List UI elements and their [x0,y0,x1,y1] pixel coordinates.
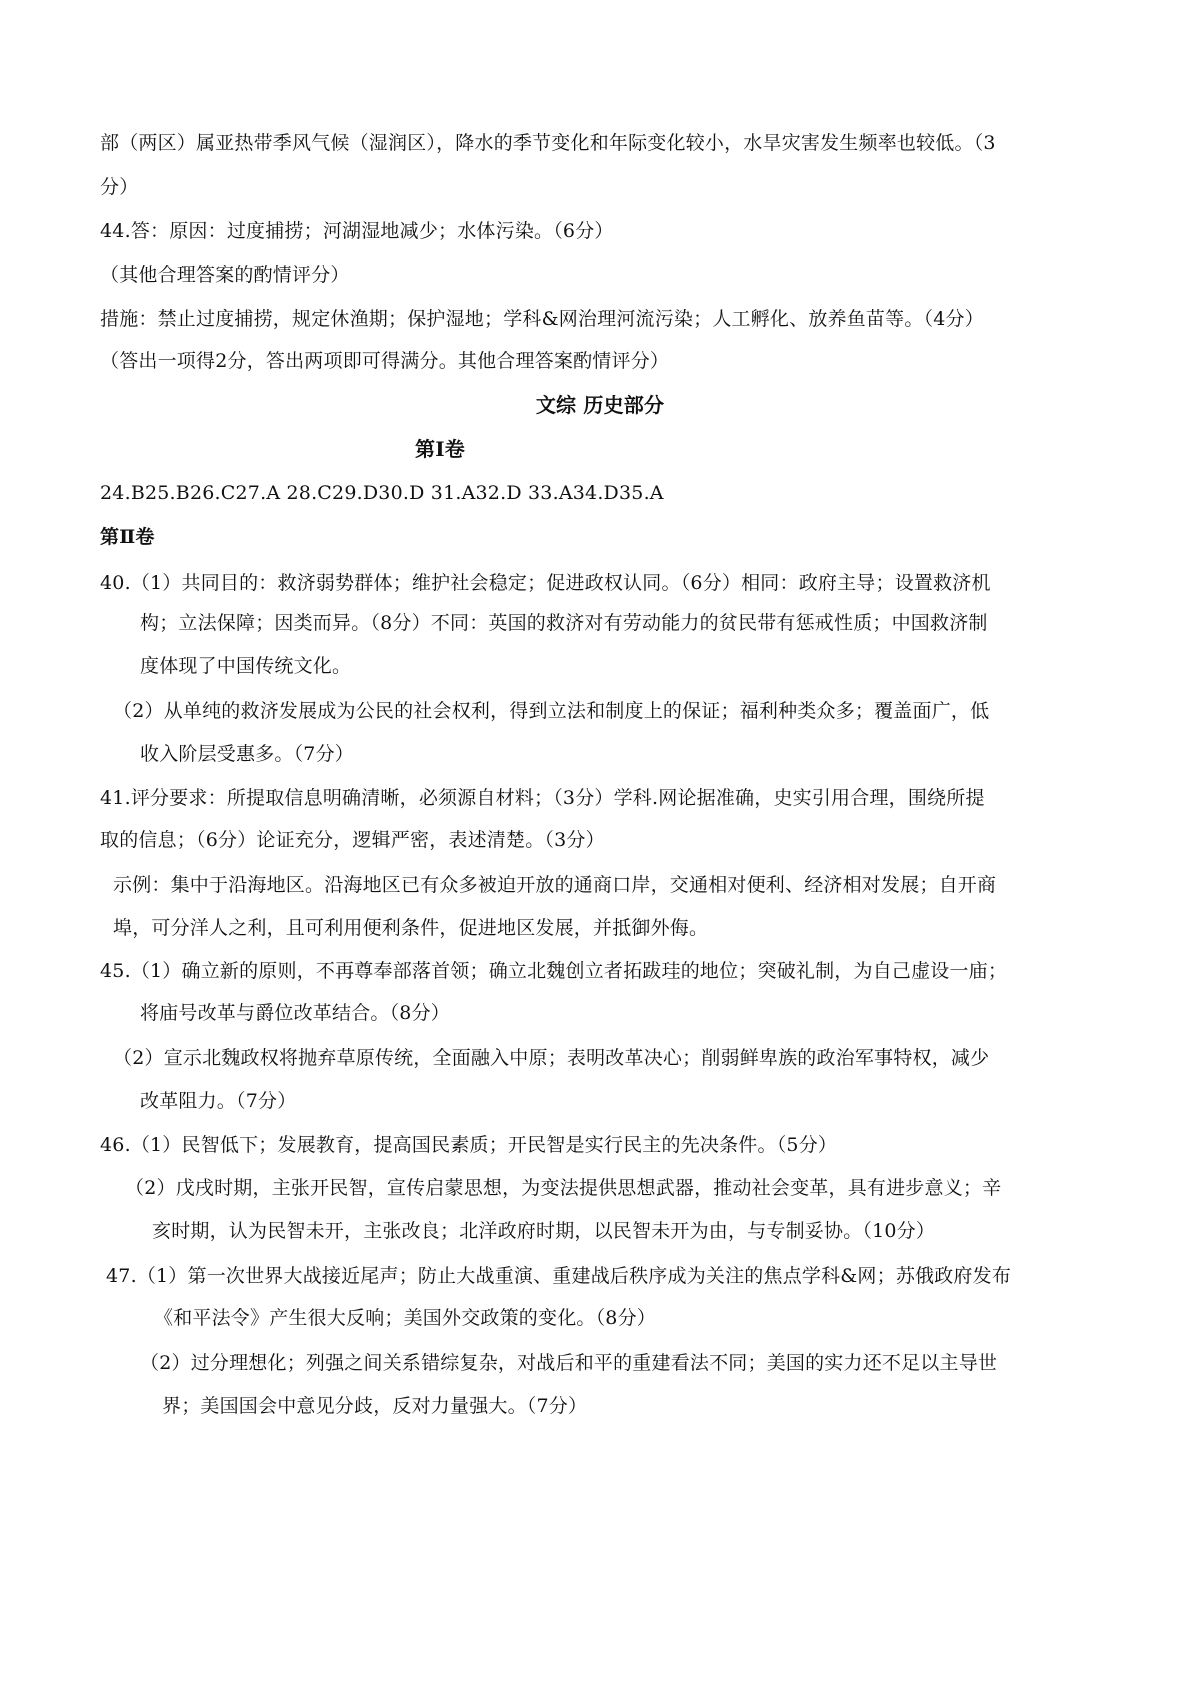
q41-example-line2: 埠，可分洋人之利，且可利用便利条件，促进地区发展，并抵御外侮。 [113,917,709,939]
q45-part1-line1: 45.（1）确立新的原则，不再尊奉部落首领；确立北魏创立者拓跋珪的地位；突破礼制，为自己虚设一庙； [100,960,1008,982]
q47-part2-line2: 界；美国国会中意见分歧，反对力量强大。（7分） [162,1395,588,1417]
q44-answer: 44.答：原因：过度捕捞；河湖湿地减少；水体污染。（6分） [100,220,614,242]
q44-measures: 措施：禁止过度捕捞，规定休渔期；保护湿地；学科&网治理河流污染；人工孵化、放养鱼苗等。（4分） [100,308,984,330]
q47-part2-line1: （2）过分理想化；列强之间关系错综复杂，对战后和平的重建看法不同；美国的实力还不足以主导世 [140,1352,998,1374]
geo-answer-tail-line2: 分） [100,176,139,198]
q40-part2-line1: （2）从单纯的救济发展成为公民的社会权利，得到立法和制度上的保证；福利种类众多；覆盖面广，低 [113,700,990,722]
q45-part2-line1: （2）宣示北魏政权将抛弃草原传统，全面融入中原；表明改革决心；削弱鲜卑族的政治军事特权，减少 [113,1047,990,1069]
q44-scoring-note: （答出一项得2分，答出两项即可得满分。其他合理答案酌情评分） [100,350,670,372]
q47-part1-line1: 47.（1）第一次世界大战接近尾声；防止大战重演、重建战后秩序成为关注的焦点学科&网；苏俄政府发布 [106,1265,1012,1287]
geo-answer-tail-line1: 部（两区）属亚热带季风气候（湿润区），降水的季节变化和年际变化较小，水旱灾害发生频率也较低。（3 [100,132,996,154]
volume-2-title: 第Ⅱ卷 [100,526,155,548]
q41-line2: 取的信息；（6分）论证充分，逻辑严密，表述清楚。（3分） [100,829,605,851]
q41-line1: 41.评分要求：所提取信息明确清晰，必须源自材料；（3分）学科.网论据准确，史实引用合理，围绕所提 [100,787,985,809]
q45-part2-line2: 改革阻力。（7分） [140,1090,297,1112]
q40-part1-line1: 40.（1）共同目的：救济弱势群体；维护社会稳定；促进政权认同。（6分）相同：政府主导；设置救济机 [100,572,991,594]
q47-part1-line2: 《和平法令》产生很大反响；美国外交政策的变化。（8分） [154,1307,656,1329]
q40-part1-line3: 度体现了中国传统文化。 [140,655,352,677]
q41-example-line1: 示例：集中于沿海地区。沿海地区已有众多被迫开放的通商口岸，交通相对便利、经济相对发展；自开商 [113,874,997,896]
history-section-title: 文综 历史部分 [535,393,665,417]
q46-part2-line1: （2）戊戌时期，主张开民智，宣传启蒙思想，为变法提供思想武器，推动社会变革，具有进步意义；辛 [125,1177,1002,1199]
q40-part2-line2: 收入阶层受惠多。（7分） [140,743,354,765]
volume-1-title: 第Ⅰ卷 [415,437,465,461]
multiple-choice-answers: 24.B25.B26.C27.A 28.C29.D30.D 31.A32.D 33.A34.D35.A [100,482,664,504]
q44-note: （其他合理答案的酌情评分） [100,264,350,286]
q40-part1-line2: 构；立法保障；因类而异。（8分）不同：英国的救济对有劳动能力的贫民带有惩戒性质；中国救济制 [140,612,988,634]
q45-part1-line2: 将庙号改革与爵位改革结合。（8分） [140,1002,450,1024]
q46-part1: 46.（1）民智低下；发展教育，提高国民素质；开民智是实行民主的先决条件。（5分） [100,1134,838,1156]
q46-part2-line2: 亥时期，认为民智未开，主张改良；北洋政府时期，以民智未开为由，与专制妥协。（10分） [152,1220,936,1242]
